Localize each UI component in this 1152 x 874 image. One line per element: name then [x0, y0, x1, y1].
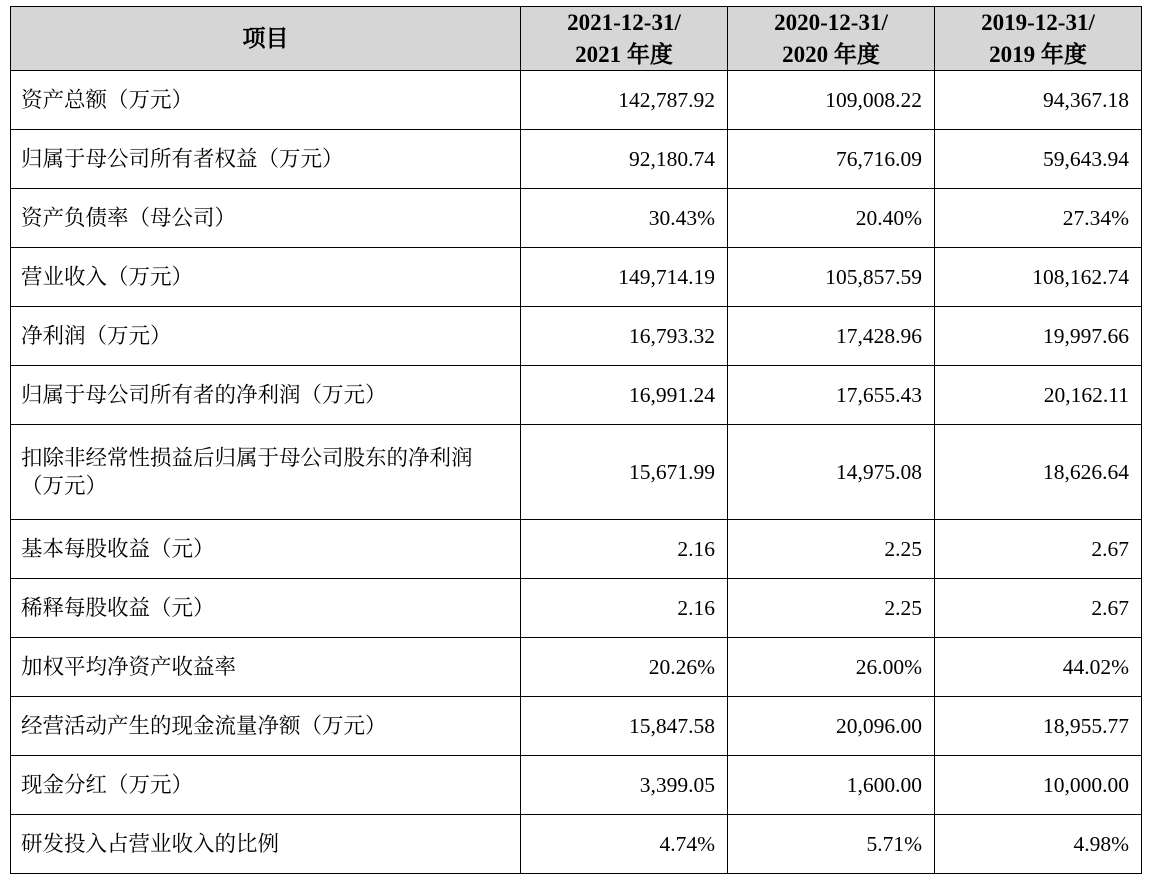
- table-row: [11, 189, 1142, 248]
- table-row: [11, 130, 1142, 189]
- table-cell-value: 109,008.22: [728, 71, 935, 130]
- table-cell-value: 142,787.92: [521, 71, 728, 130]
- table-row: [11, 520, 1142, 579]
- table-column-header-line: 2021-12-31/: [567, 10, 681, 35]
- table-cell-value: 3,399.05: [521, 756, 728, 815]
- table-row: [11, 248, 1142, 307]
- table-cell-value: 1,600.00: [728, 756, 935, 815]
- table-column-header: [935, 7, 1142, 71]
- table-cell-value: 20.26%: [521, 638, 728, 697]
- table-cell-value: 15,671.99: [521, 425, 728, 520]
- table-cell-value: 59,643.94: [935, 130, 1142, 189]
- table-cell-value: 4.74%: [521, 815, 728, 874]
- table-cell-value: 17,655.43: [728, 366, 935, 425]
- table-cell-value: 10,000.00: [935, 756, 1142, 815]
- table-cell-value: 5.71%: [728, 815, 935, 874]
- table-cell-value: 2.16: [521, 520, 728, 579]
- table-column-header-line: 2019-12-31/: [981, 10, 1095, 35]
- table-cell-item: 资产总额（万元）: [11, 71, 521, 130]
- table-row: [11, 697, 1142, 756]
- table-cell-item: 基本每股收益（元）: [11, 520, 521, 579]
- table-cell-item: 营业收入（万元）: [11, 248, 521, 307]
- table-header-row: [11, 7, 1142, 71]
- table-cell-value: 18,626.64: [935, 425, 1142, 520]
- table-cell-value: 2.67: [935, 579, 1142, 638]
- table-cell-value: 149,714.19: [521, 248, 728, 307]
- table-cell-value: 20,096.00: [728, 697, 935, 756]
- table-cell-value: 16,991.24: [521, 366, 728, 425]
- table-row: [11, 638, 1142, 697]
- table-cell-item: 资产负债率（母公司）: [11, 189, 521, 248]
- table-cell-value: 2.67: [935, 520, 1142, 579]
- table-header: [11, 7, 1142, 71]
- table-column-header-line: 2020-12-31/: [774, 10, 888, 35]
- table-cell-value: 18,955.77: [935, 697, 1142, 756]
- table-body: [11, 71, 1142, 874]
- table-cell-value: 30.43%: [521, 189, 728, 248]
- table-cell-value: 4.98%: [935, 815, 1142, 874]
- table-cell-value: 14,975.08: [728, 425, 935, 520]
- table-cell-value: 2.16: [521, 579, 728, 638]
- table-row: [11, 756, 1142, 815]
- table-column-header: [11, 7, 521, 71]
- table-cell-value: 17,428.96: [728, 307, 935, 366]
- table-cell-item: 归属于母公司所有者权益（万元）: [11, 130, 521, 189]
- table-cell-value: 44.02%: [935, 638, 1142, 697]
- financial-summary-table: [10, 6, 1142, 874]
- table-cell-value: 105,857.59: [728, 248, 935, 307]
- table-column-header-line: 2021 年度: [575, 41, 673, 67]
- table-cell-value: 19,997.66: [935, 307, 1142, 366]
- table-cell-value: 20.40%: [728, 189, 935, 248]
- table-cell-item: 归属于母公司所有者的净利润（万元）: [11, 366, 521, 425]
- table-cell-item: 研发投入占营业收入的比例: [11, 815, 521, 874]
- table-column-header-line: 2019 年度: [989, 41, 1087, 67]
- table-cell-value: 108,162.74: [935, 248, 1142, 307]
- table-row: [11, 71, 1142, 130]
- table-column-header: [521, 7, 728, 71]
- table-cell-value: 2.25: [728, 520, 935, 579]
- table-cell-item: 稀释每股收益（元）: [11, 579, 521, 638]
- table-cell-item: 净利润（万元）: [11, 307, 521, 366]
- table-cell-item: 现金分红（万元）: [11, 756, 521, 815]
- table-row: [11, 425, 1142, 520]
- table-cell-value: 76,716.09: [728, 130, 935, 189]
- table-cell-value: 26.00%: [728, 638, 935, 697]
- table-cell-value: 2.25: [728, 579, 935, 638]
- table-cell-value: 94,367.18: [935, 71, 1142, 130]
- table-cell-item: 扣除非经常性损益后归属于母公司股东的净利润（万元）: [11, 425, 521, 520]
- table-column-header-line: 项目: [242, 25, 289, 51]
- table-row: [11, 579, 1142, 638]
- table-cell-value: 15,847.58: [521, 697, 728, 756]
- table-cell-item: 加权平均净资产收益率: [11, 638, 521, 697]
- table-cell-value: 27.34%: [935, 189, 1142, 248]
- table-row: [11, 307, 1142, 366]
- table-cell-value: 20,162.11: [935, 366, 1142, 425]
- table-column-header: [728, 7, 935, 71]
- table-cell-value: 16,793.32: [521, 307, 728, 366]
- table-cell-value: 92,180.74: [521, 130, 728, 189]
- table-cell-item: 经营活动产生的现金流量净额（万元）: [11, 697, 521, 756]
- table-column-header-line: 2020 年度: [782, 41, 880, 67]
- table-row: [11, 366, 1142, 425]
